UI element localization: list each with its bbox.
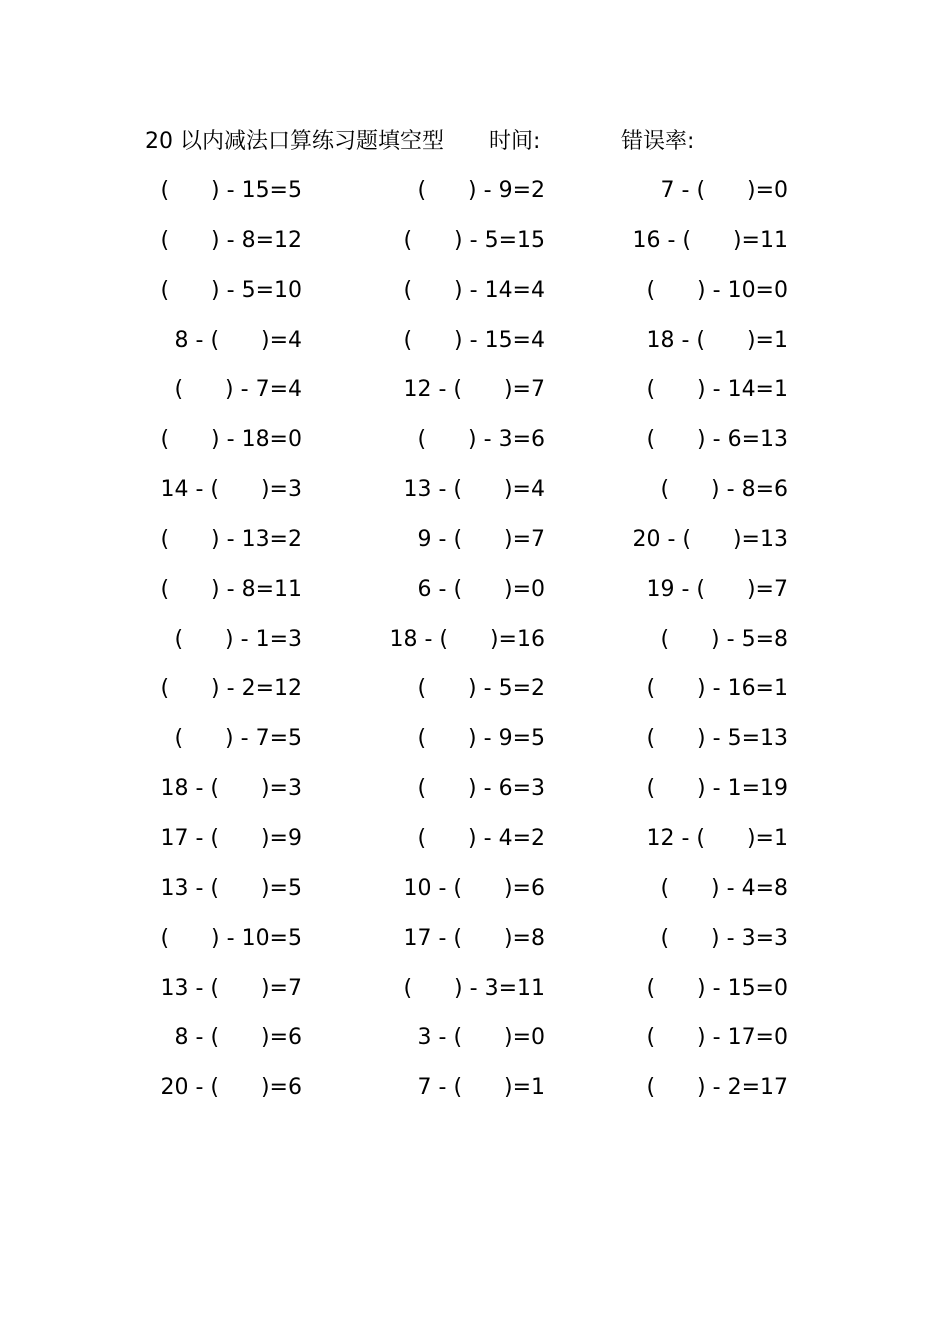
- problem-grid: [0, 166, 950, 1113]
- problem-row: [0, 964, 950, 1014]
- problem-row: [0, 814, 950, 864]
- problem-item: ( ) - 13=2: [160, 526, 302, 552]
- problem-row: [0, 166, 950, 216]
- problem-item: ( ) - 10=0: [646, 277, 788, 303]
- problem-item: ( ) - 7=4: [174, 377, 302, 403]
- problem-item: 3 - ( )=0: [417, 1025, 545, 1051]
- problem-row: [0, 316, 950, 366]
- problem-item: 19 - ( )=7: [646, 576, 788, 602]
- worksheet-title: 20 以内减法口算练习题填空型: [145, 129, 444, 154]
- problem-item: 7 - ( )=1: [417, 1075, 545, 1101]
- problem-item: 7 - ( )=0: [660, 178, 788, 203]
- problem-item: 10 - ( )=6: [403, 875, 545, 901]
- problem-item: ( ) - 15=5: [160, 178, 302, 203]
- problem-item: ( ) - 2=17: [646, 1075, 788, 1101]
- problem-item: 12 - ( )=1: [646, 825, 788, 851]
- problem-row: [0, 1063, 950, 1113]
- problem-item: ( ) - 7=5: [174, 726, 302, 752]
- problem-item: ( ) - 1=19: [646, 776, 788, 802]
- problem-row: [0, 365, 950, 415]
- problem-item: ( ) - 14=4: [403, 277, 545, 303]
- problem-item: ( ) - 3=3: [660, 925, 788, 951]
- problem-item: ( ) - 3=11: [403, 975, 545, 1001]
- problem-row: [0, 216, 950, 266]
- problem-item: ( ) - 10=5: [160, 925, 302, 951]
- problem-item: ( ) - 18=0: [160, 427, 302, 453]
- problem-item: 16 - ( )=11: [632, 227, 788, 253]
- problem-row: [0, 465, 950, 515]
- problem-item: ( ) - 8=12: [160, 227, 302, 253]
- problem-item: 18 - ( )=1: [646, 327, 788, 353]
- problem-row: [0, 565, 950, 615]
- problem-item: 17 - ( )=9: [160, 825, 302, 851]
- problem-item: ( ) - 4=8: [660, 875, 788, 901]
- problem-item: 20 - ( )=6: [160, 1075, 302, 1101]
- problem-item: 20 - ( )=13: [632, 526, 788, 552]
- problem-item: 9 - ( )=7: [417, 526, 545, 552]
- problem-item: ( ) - 8=6: [660, 477, 788, 503]
- problem-item: ( ) - 5=13: [646, 726, 788, 752]
- problem-item: ( ) - 15=4: [403, 327, 545, 353]
- problem-item: ( ) - 6=13: [646, 427, 788, 453]
- problem-item: 12 - ( )=7: [403, 377, 545, 403]
- problem-row: [0, 1013, 950, 1063]
- problem-item: ( ) - 4=2: [417, 825, 545, 851]
- problem-row: [0, 266, 950, 316]
- problem-item: 8 - ( )=6: [174, 1025, 302, 1051]
- problem-row: [0, 515, 950, 565]
- problem-item: ( ) - 14=1: [646, 377, 788, 403]
- problem-item: ( ) - 2=12: [160, 676, 302, 702]
- problem-row: [0, 764, 950, 814]
- problem-item: ( ) - 16=1: [646, 676, 788, 702]
- problem-item: 13 - ( )=4: [403, 477, 545, 503]
- problem-row: [0, 415, 950, 465]
- problem-item: ( ) - 17=0: [646, 1025, 788, 1051]
- problem-item: ( ) - 8=11: [160, 576, 302, 602]
- problem-item: 8 - ( )=4: [174, 327, 302, 353]
- problem-item: ( ) - 6=3: [417, 776, 545, 802]
- time-label: 时间:: [489, 129, 541, 154]
- problem-item: 14 - ( )=3: [160, 477, 302, 503]
- problem-item: ( ) - 5=2: [417, 676, 545, 702]
- worksheet-header: [0, 124, 950, 160]
- problem-item: 13 - ( )=7: [160, 975, 302, 1001]
- problem-item: ( ) - 5=8: [660, 626, 788, 652]
- problem-item: 17 - ( )=8: [403, 925, 545, 951]
- problem-item: 18 - ( )=16: [389, 626, 545, 652]
- problem-row: [0, 615, 950, 665]
- problem-row: [0, 914, 950, 964]
- problem-row: [0, 864, 950, 914]
- problem-item: ( ) - 9=2: [417, 178, 545, 203]
- problem-row: [0, 664, 950, 714]
- error-rate-label: 错误率:: [621, 129, 695, 154]
- problem-item: ( ) - 9=5: [417, 726, 545, 752]
- problem-item: ( ) - 5=10: [160, 277, 302, 303]
- problem-item: ( ) - 5=15: [403, 227, 545, 253]
- problem-item: 13 - ( )=5: [160, 875, 302, 901]
- problem-item: ( ) - 15=0: [646, 975, 788, 1001]
- problem-row: [0, 714, 950, 764]
- problem-item: 6 - ( )=0: [417, 576, 545, 602]
- problem-item: ( ) - 1=3: [174, 626, 302, 652]
- problem-item: ( ) - 3=6: [417, 427, 545, 453]
- problem-item: 18 - ( )=3: [160, 776, 302, 802]
